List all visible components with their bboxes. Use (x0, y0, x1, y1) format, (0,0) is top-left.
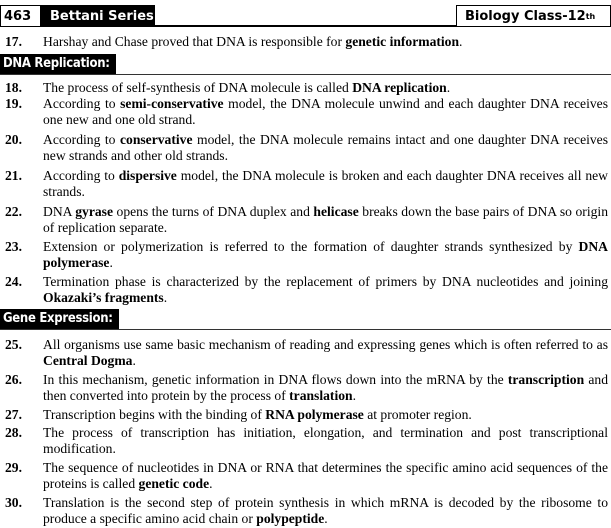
bold-term: translation (289, 388, 353, 403)
list-item (5, 34, 608, 50)
item-text (43, 239, 608, 271)
list-item (5, 274, 608, 306)
text-run: The sequence of nucleotides in DNA or RNA that determines the specific amino acid sequences of the proteins is called (43, 460, 608, 491)
section-title: DNA Replication: (0, 54, 116, 74)
item-number: 30. (5, 495, 22, 510)
bold-term: gyrase (75, 204, 113, 219)
item-number: 24. (5, 274, 22, 289)
bold-term: polypeptide (256, 511, 325, 526)
header-rule (155, 5, 456, 27)
text-run: Extension or polymerization is referred to the formation of daughter strands synthesized by (43, 239, 579, 254)
list-item (5, 407, 608, 423)
list-item (5, 239, 608, 271)
item-text (43, 96, 608, 128)
item-text (43, 274, 608, 306)
text-run: at promoter region. (363, 407, 472, 422)
item-text (43, 132, 608, 164)
text-run: and then converted into protein by the process of (43, 372, 608, 403)
list-item (5, 460, 608, 492)
text-run: According to (43, 132, 120, 147)
section-heading-gene-expression (0, 309, 611, 329)
bold-term: transcription (507, 372, 585, 387)
bold-term: RNA polymerase (265, 407, 364, 422)
list-item (5, 204, 608, 236)
bold-term: Central Dogma (43, 353, 133, 368)
text-run: Harshay and Chase proved that DNA is responsible for (43, 34, 346, 49)
item-number: 29. (5, 460, 22, 475)
page-number: 463 (0, 5, 40, 27)
text-run: model, the DNA molecule remains intact and one daughter DNA receives new strands and other old strands. (43, 132, 608, 163)
item-number: 21. (5, 168, 22, 183)
list-item (5, 96, 608, 128)
text-run: . (109, 255, 113, 270)
item-number: 26. (5, 372, 22, 387)
item-text (43, 204, 608, 236)
list-item (5, 372, 608, 404)
text-run: In this mechanism, genetic information in DNA flows down into the mRNA by the (43, 372, 508, 387)
bold-term: DNA polymerase (43, 239, 608, 270)
item-text (43, 425, 608, 457)
list-item (5, 425, 608, 457)
text-run: . (459, 34, 463, 49)
text-run: . (163, 290, 168, 305)
text-run: . (352, 388, 356, 403)
text-run: All organisms use same basic mechanism of reading and expressing genes which is often referred to as (43, 337, 608, 352)
page-header (0, 5, 611, 27)
bold-term: dispersive (118, 168, 177, 183)
series-title: Bettani Series (40, 5, 155, 27)
text-run: Termination phase is characterized by the replacement of primers by DNA nucleotides and joining (43, 274, 608, 289)
item-text (43, 168, 608, 200)
item-number: 22. (5, 204, 22, 219)
bold-term: conservative (120, 132, 193, 147)
item-text (43, 337, 608, 369)
item-text (43, 407, 608, 423)
class-label-box (456, 5, 611, 27)
section-heading-dna-replication (0, 54, 611, 74)
text-run: According to (43, 168, 119, 183)
text-run: . (132, 353, 136, 368)
text-run: The process of transcription has initiation, elongation, and termination and post transcriptional modification. (43, 425, 608, 456)
list-item (5, 495, 608, 527)
text-run: . (446, 80, 451, 95)
list-item (5, 337, 608, 369)
item-number: 23. (5, 239, 22, 254)
item-text (43, 372, 608, 404)
item-number: 28. (5, 425, 22, 440)
text-run: DNA (43, 204, 76, 219)
text-run: model, the DNA molecule unwind and each daughter DNA receives one new and one old strand. (43, 96, 608, 127)
list-item (5, 132, 608, 164)
bold-term: helicase (313, 204, 359, 219)
bold-term: genetic code (138, 476, 210, 491)
item-text (43, 495, 608, 527)
item-text (43, 80, 608, 96)
item-text (43, 460, 608, 492)
item-number: 27. (5, 407, 22, 422)
text-run: Translation is the second step of protein synthesis in which mRNA is decoded by the ribosome to produce a specific amino acid chain or (43, 495, 608, 526)
text-run: . (209, 476, 213, 491)
item-number: 20. (5, 132, 22, 147)
section-underline (0, 74, 611, 75)
bold-term: Okazaki’s fragments (43, 290, 164, 305)
item-number: 17. (5, 34, 22, 49)
class-superscript: th (585, 11, 596, 21)
section-title: Gene Expression: (0, 309, 119, 329)
text-run: model, the DNA molecule is broken and each daughter DNA receives all new strands. (43, 168, 608, 199)
item-number: 25. (5, 337, 22, 352)
text-run: opens the turns of DNA duplex and (112, 204, 314, 219)
list-item (5, 80, 608, 96)
item-number: 18. (5, 80, 22, 95)
bold-term: semi-conservative (120, 96, 224, 111)
bold-term: genetic information (345, 34, 460, 49)
text-run: breaks down the base pairs of DNA so origin of replication separate. (43, 204, 608, 235)
text-run: Transcription begins with the binding of (43, 407, 266, 422)
text-run: The process of self-synthesis of DNA molecule is called (43, 80, 353, 95)
list-item (5, 168, 608, 200)
section-underline (0, 329, 611, 330)
text-run: According to (43, 96, 121, 111)
class-label: Biology Class-12 (465, 8, 586, 24)
text-run: . (324, 511, 328, 526)
item-text (43, 34, 608, 50)
bold-term: DNA replication (352, 80, 447, 95)
item-number: 19. (5, 96, 22, 111)
